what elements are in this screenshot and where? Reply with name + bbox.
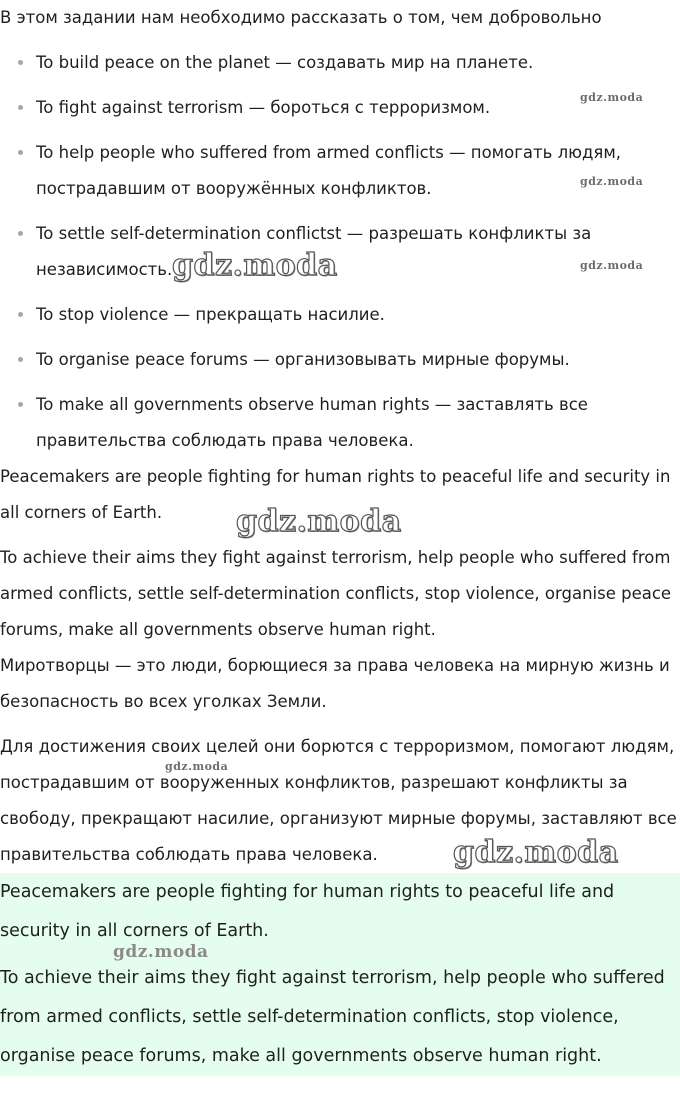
answer-highlight-box: [0, 873, 680, 1076]
list-item-text: To build peace on the planet — создавать мир на планете.: [36, 53, 534, 72]
bullet-dot: [18, 150, 23, 155]
list-item-text: To fight against terrorism — бороться с терроризмом.: [36, 98, 491, 117]
bullet-dot: [18, 60, 23, 65]
list-item: [0, 135, 626, 207]
list-item-text: To stop violence — прекращать насилие.: [36, 305, 385, 324]
watermark-logo: gdz.moda: [453, 835, 619, 870]
answer-line-1: Peacemakers are people fighting for human rights to peaceful life and security in all corners of Earth.: [0, 882, 615, 941]
watermark-logo: gdz.moda: [580, 259, 644, 272]
bullet-dot: [18, 231, 23, 236]
bullet-dot: [18, 357, 23, 362]
bullet-dot: [18, 105, 23, 110]
list-item: [0, 297, 626, 333]
english-paragraph-1: Peacemakers are people fighting for human rights to peaceful life and security in all corners of Earth.: [0, 467, 671, 522]
list-item-text: To settle self-determination conflictst — разрешать конфликты за независимость.: [36, 224, 592, 279]
answer-line-2: To achieve their aims they fight against terrorism, help people who suffered from armed conflicts, settle self-determination conflicts, stop violence, organise peace forums, make all governments observe human right.: [0, 968, 665, 1066]
russian-paragraph-2: Для достижения своих целей они борются с терроризмом, помогают людям, пострадавшим от вооруженных конфликтов, разрешают конфликты за свободу, прекращают насилие, организуют мирные форумы, заставляют все правительства соблюдать права человека.: [0, 737, 677, 864]
list-item-text: To organise peace forums — организовывать мирные форумы.: [36, 350, 570, 369]
watermark-logo: gdz.moda: [165, 760, 229, 773]
watermark-logo: gdz.moda: [172, 248, 338, 283]
list-item-text: To make all governments observe human rights — заставлять все правительства соблюдать права человека.: [36, 395, 588, 450]
watermark-logo: gdz.moda: [580, 175, 644, 188]
list-item: [0, 90, 626, 126]
intro-text: В этом задании нам необходимо рассказать о том, чем добровольно: [0, 8, 602, 27]
list-item: [0, 45, 626, 81]
list-item-text: To help people who suffered from armed conflicts — помогать людям, пострадавшим от вооружённых конфликтов.: [36, 143, 622, 198]
list-item: [0, 387, 626, 459]
phrase-list: [0, 45, 680, 468]
watermark-logo: gdz.moda: [580, 91, 644, 104]
watermark-logo: gdz.moda: [236, 504, 402, 539]
english-paragraph-2: To achieve their aims they fight against terrorism, help people who suffered from armed conflicts, settle self-determination conflicts, stop violence, organise peace forums, make all governments observe human right.: [0, 548, 672, 639]
watermark-logo: gdz.moda: [113, 942, 209, 962]
russian-paragraph-1: Миротворцы — это люди, борющиеся за права человека на мирную жизнь и безопасность во всех уголках Земли.: [0, 656, 670, 711]
list-item: [0, 342, 626, 378]
bullet-dot: [18, 312, 23, 317]
bullet-dot: [18, 402, 23, 407]
